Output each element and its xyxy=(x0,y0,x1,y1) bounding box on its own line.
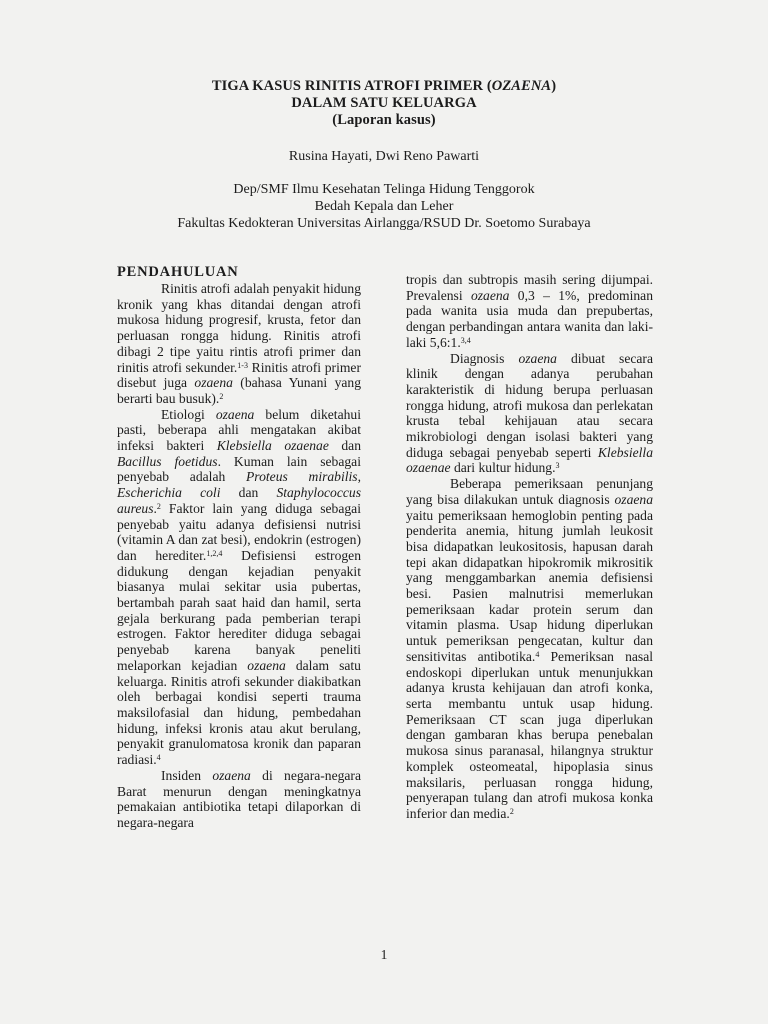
citation-superscript: 4 xyxy=(535,649,540,659)
title-line-1 xyxy=(0,78,768,95)
affiliation xyxy=(0,181,768,232)
citation-superscript: 3,4 xyxy=(460,335,471,345)
citation-superscript: 2 xyxy=(509,806,514,816)
italic-term: Klebsiella ozaenae xyxy=(216,438,329,454)
italic-term: Proteus mirabilis xyxy=(246,469,358,485)
title-line-1-italic: OZAENA xyxy=(491,78,552,94)
paragraph xyxy=(117,281,361,407)
text-run: Diagnosis xyxy=(450,350,519,366)
text-run: Faktor lain yang diduga sebagai penyebab yaitu adanya defisiensi nutrisi (vitamin A dan zat besi), endokrin (estrogen) dan herediter. xyxy=(117,500,361,563)
text-run: dari kultur hidung. xyxy=(450,460,556,476)
italic-term: ozaena xyxy=(247,657,286,673)
italic-term: Klebsiella ozaenae xyxy=(406,444,653,476)
text-run: Insiden xyxy=(161,767,213,783)
text-run: 0,3 – 1%, predominan pada wanita usia muda dan prepubertas, dengan perbandingan antara wanita dan laki-laki 5,6:1. xyxy=(406,287,653,350)
left-column xyxy=(117,264,361,831)
citation-superscript: 2 xyxy=(156,501,161,511)
italic-term: ozaena xyxy=(518,350,557,366)
text-run: dalam satu keluarga. Rinitis atrofi sekunder diakibatkan oleh berbagai kondisi seperti trauma maksilofasial dan hidung, pembedahan hidung, infeksi kronis atau akut berulang, penyakit granulomatosa kronik dan paparan radiasi. xyxy=(117,657,361,768)
italic-term: Bacillus foetidus xyxy=(117,453,218,469)
citation-superscript: 4 xyxy=(156,753,161,763)
affiliation-line-2: Bedah Kepala dan Leher xyxy=(314,199,454,214)
paragraph xyxy=(117,407,361,768)
text-run: Rinitis atrofi adalah penyakit hidung kronik yang khas ditandai dengan atrofi mukosa hidung progresif, krusta, fetor dan perluasan rongga hidung. Rinitis atrofi dibagi 2 tipe yaitu rintis atrofi primer dan rinitis atrofi sekunder. xyxy=(117,281,361,375)
text-run: yaitu pemeriksaan hemoglobin penting pada penderita anemia, hitung jumlah leukosit bisa didapatkan leukositosis, hapusan darah tepi akan didapatkan hipokromik mikrositik yang menggambarkan anemia defisiensi besi. Pasien malnutrisi memerlukan pemeriksaan kadar protein serum dan vitamin plasma. Usap hidung diperlukan untuk pemeriksan pengecatan, kultur dan sensitivitas antibotika. xyxy=(406,507,653,664)
text-run: , xyxy=(357,469,362,485)
title-line-1-text: TIGA KASUS RINITIS ATROFI PRIMER ( xyxy=(211,78,492,94)
text-run: Beberapa pemeriksaan penunjang yang bisa dilakukan untuk diagnosis xyxy=(406,476,653,507)
citation-superscript: 1-3 xyxy=(237,360,248,370)
text-run: di negara-negara Barat menurun dengan meningkatnya pemakaian antibiotika tetapi dilaporkan di negara-negara xyxy=(117,767,361,830)
citation-superscript: 1,2,4 xyxy=(206,548,223,558)
citation-superscript: 2 xyxy=(219,391,224,401)
affiliation-line-1: Dep/SMF Ilmu Kesehatan Telinga Hidung Tenggorok xyxy=(233,182,535,197)
italic-term: ozaena xyxy=(470,287,510,303)
italic-term: Escherichia coli xyxy=(117,485,221,501)
italic-term: ozaena xyxy=(212,767,251,783)
paragraph xyxy=(406,351,653,477)
title-line-1-close: ) xyxy=(551,78,557,94)
italic-term: ozaena xyxy=(194,375,233,391)
affiliation-line-3: Fakultas Kedokteran Universitas Airlangga/RSUD Dr. Soetomo Surabaya xyxy=(177,216,591,231)
italic-term: ozaena xyxy=(614,491,653,507)
title-line-3: (Laporan kasus) xyxy=(332,112,436,128)
text-run: dan xyxy=(220,485,277,501)
citation-superscript: 3 xyxy=(555,461,560,471)
text-run: Rinitis atrofi primer disebut juga xyxy=(117,359,361,391)
text-run: tropis dan subtropis masih sering dijumpai. Prevalensi xyxy=(406,272,653,303)
text-run: dibuat secara klinik dengan adanya perubahan karakteristik di hidung berupa perluasan rongga hidung, atrofi mukosa dan perlekatan krusta tebal kehijauan atau secara mikrobiologi dengan isolasi bakteri yang diduga sebagai penyebab seperti xyxy=(406,350,653,460)
text-run: Pemeriksan nasal endoskopi diperlukan untuk menunjukkan adanya krusta kehijauan dan atrofi konka, serta membantu untuk usap hidung. Pemeriksaan CT scan juga diperlukan dengan gambaran khas berupa penebalan mukosa sinus paranasal, hilangnya struktur komplek osteomeatal, hipoplasia sinus maksilaris, perluasan rongga hidung, penyerapan tulang dan atrofi mukosa konka inferior dan media. xyxy=(406,648,654,821)
paragraph xyxy=(117,768,361,831)
text-run: Defisiensi estrogen didukung dengan kejadian penyakit biasanya mulai sekitar usia pubertas, bertambah parah saat haid dan hamil, serta gejala berkurang pada pemberian terapi estrogen. Faktor herediter diduga sebagai penyebab karena banyak peneliti melaporkan kejadian xyxy=(117,547,361,673)
right-column xyxy=(406,272,653,822)
paper-title xyxy=(0,78,768,129)
italic-term: ozaena xyxy=(215,406,255,422)
text-run: Etiologi xyxy=(161,406,216,422)
author-list: Rusina Hayati, Dwi Reno Pawarti xyxy=(288,149,480,164)
title-line-2: DALAM SATU KELUARGA xyxy=(291,95,477,111)
paragraph xyxy=(406,272,653,351)
italic-term: Staphylococcus aureus xyxy=(117,485,361,516)
text-run: dan xyxy=(328,438,361,454)
text-run: . xyxy=(153,500,157,516)
page-number: 1 xyxy=(380,947,388,962)
text-run: . Kuman lain sebagai penyebab adalah xyxy=(117,453,361,485)
text-run: belum diketahui pasti, beberapa ahli mengatakan akibat infeksi bakteri xyxy=(117,406,361,454)
text-run: (bahasa Yunani yang berarti bau busuk). xyxy=(117,375,361,406)
paragraph xyxy=(406,476,653,821)
section-heading: PENDAHULUAN xyxy=(117,264,239,280)
